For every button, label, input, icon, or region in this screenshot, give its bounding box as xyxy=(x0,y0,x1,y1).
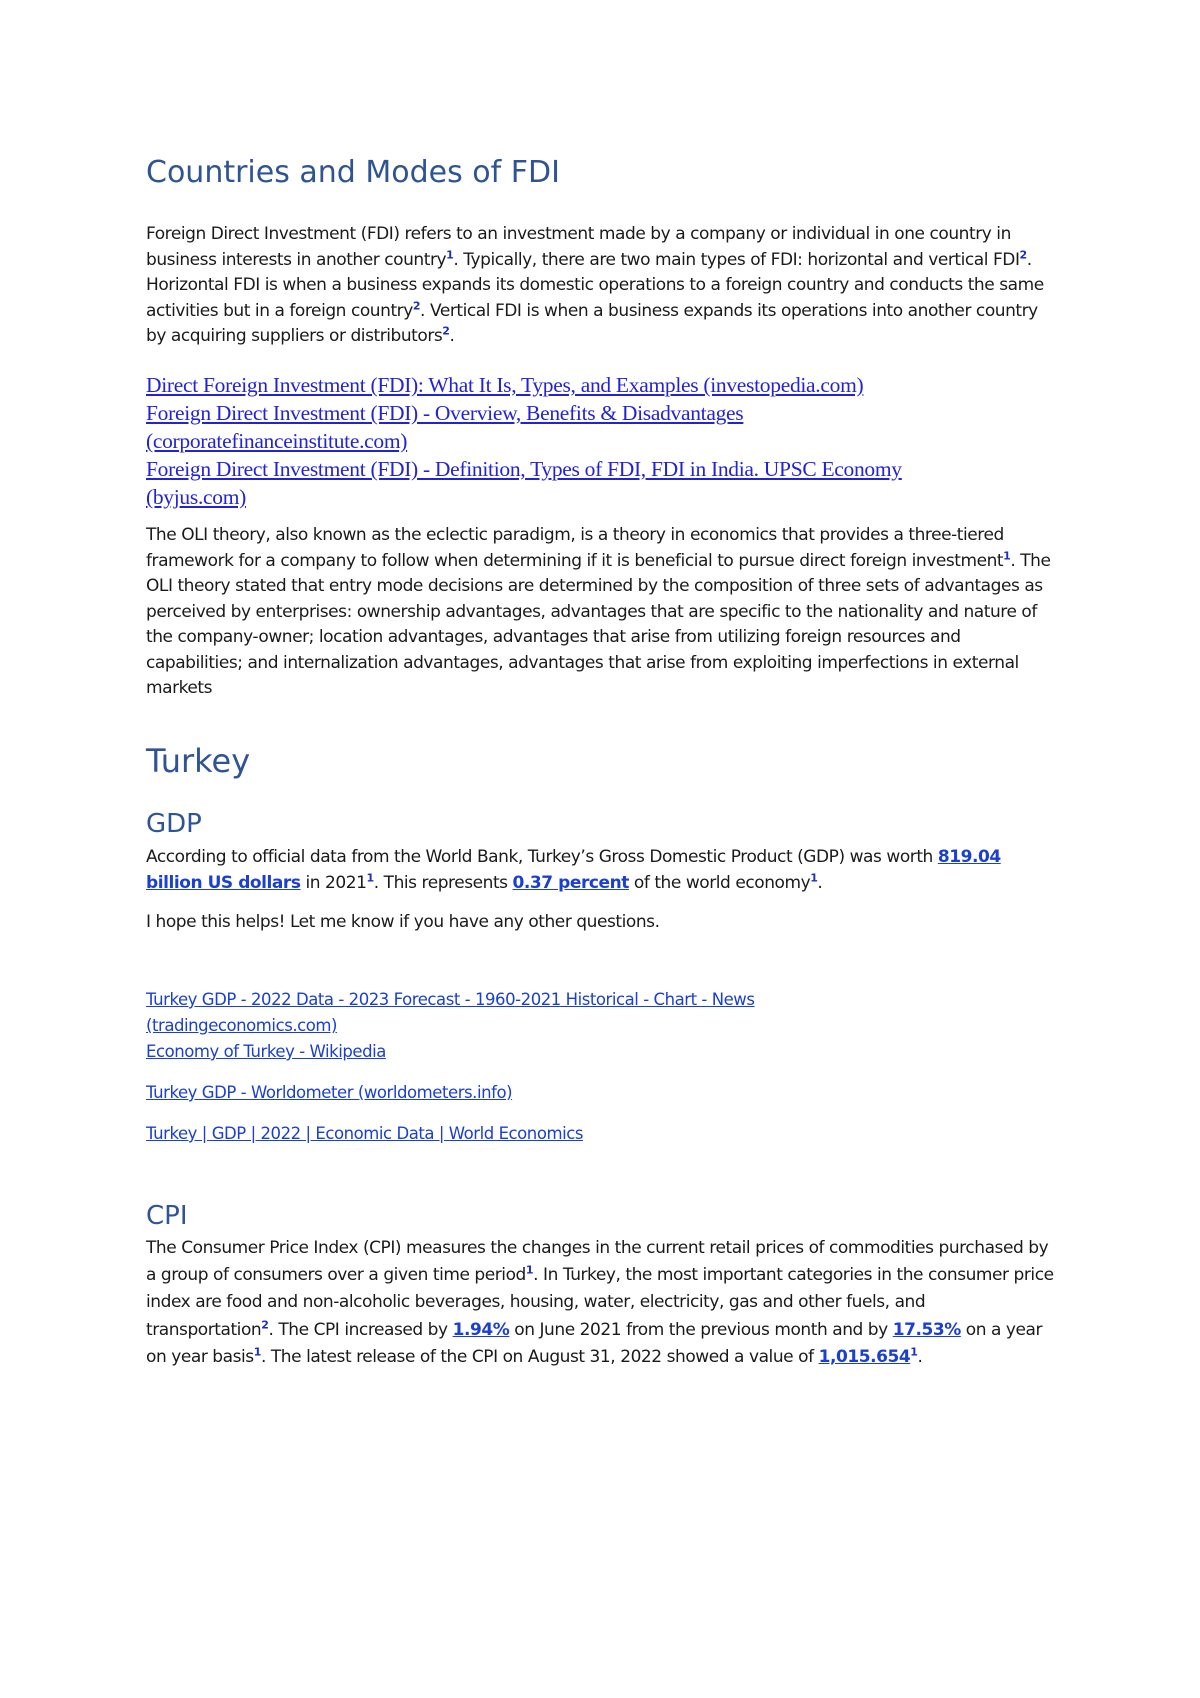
footnote-ref[interactable]: 1 xyxy=(253,1345,261,1359)
source-link-worldeconomics[interactable]: Turkey | GDP | 2022 | Economic Data | World Economics xyxy=(146,1124,583,1143)
footnote-ref[interactable]: 1 xyxy=(366,871,374,885)
oli-text-1: The OLI theory, also known as the eclectic paradigm, is a theory in economics that provides a three-tiered framework for a company to follow when determining if it is beneficial to pursue direct foreign investment xyxy=(146,525,1004,571)
source-link-tradingeconomics[interactable]: Turkey GDP - 2022 Data - 2023 Forecast - 1960-2021 Historical - Chart - News (tradingeconomics.com) xyxy=(146,990,755,1035)
fdi-intro-paragraph xyxy=(146,222,1056,350)
footnote-ref[interactable]: 1 xyxy=(525,1263,534,1277)
cpi-text-3: . The CPI increased by xyxy=(268,1319,453,1340)
intro-text-1: Foreign Direct Investment (FDI) refers to an investment made by a company or individual in one country in business interests in another country xyxy=(146,224,1011,270)
cpi-monthly-link[interactable]: 1.94% xyxy=(452,1319,510,1340)
cpi-text-5: on a year on year basis xyxy=(146,1319,1043,1367)
source-link-worldometer[interactable]: Turkey GDP - Worldometer (worldometers.info) xyxy=(146,1083,513,1102)
cpi-text-1: The Consumer Price Index (CPI) measures the changes in the current retail prices of commodities purchased by a group of consumers over a given time period xyxy=(146,1238,1049,1286)
source-link-byjus[interactable]: Foreign Direct Investment (FDI) - Definition, Types of FDI, FDI in India. UPSC Economy (byjus.com) xyxy=(146,457,902,509)
section-title-cpi: CPI xyxy=(146,1201,188,1231)
cpi-paragraph xyxy=(146,1235,1056,1371)
footnote-ref[interactable]: 1 xyxy=(810,871,818,885)
footnote-ref[interactable]: 2 xyxy=(412,298,421,312)
closing-remark: I hope this helps! Let me know if you have any other questions. xyxy=(146,912,660,932)
footnote-ref[interactable]: 2 xyxy=(1019,247,1027,261)
gdp-text-1: According to official data from the World Bank, Turkey’s Gross Domestic Product (GDP) was worth xyxy=(146,847,938,867)
cpi-text-6: . The latest release of the CPI on August 31, 2022 showed a value of xyxy=(260,1346,819,1367)
fdi-source-links xyxy=(146,371,976,511)
gdp-source-links xyxy=(146,987,806,1147)
gdp-text-3: . This represents xyxy=(373,873,513,893)
cpi-latest-link[interactable]: 1,015.654 xyxy=(818,1346,911,1367)
gdp-share-link[interactable]: 0.37 percent xyxy=(512,873,629,893)
gdp-text-5: . xyxy=(817,873,823,893)
footnote-ref[interactable]: 2 xyxy=(261,1317,269,1331)
section-title-turkey: Turkey xyxy=(146,742,251,780)
cpi-text-7: . xyxy=(917,1346,923,1367)
oli-text-2: . The OLI theory stated that entry mode decisions are determined by the composition of three sets of advantages as perceived by enterprises: ownership advantages, advantages that are specific to the nationality and nature of the company-owner; location advantages, advantages that arise from utilizing foreign resources and capabilities; and internalization advantages, advantages that arise from exploiting imperfections in external markets xyxy=(146,550,1051,698)
intro-text-4: . Vertical FDI is when a business expands its operations into another country by acquiring suppliers or distributors xyxy=(146,300,1038,346)
intro-text-5: . xyxy=(449,326,455,346)
cpi-yearly-link[interactable]: 17.53% xyxy=(892,1319,961,1340)
source-link-wikipedia[interactable]: Economy of Turkey - Wikipedia xyxy=(146,1042,386,1061)
gdp-paragraph xyxy=(146,844,1056,896)
footnote-ref[interactable]: 1 xyxy=(446,247,454,261)
section-title-gdp: GDP xyxy=(146,809,202,839)
intro-text-2: . Typically, there are two main types of FDI: horizontal and vertical FDI xyxy=(453,249,1020,270)
source-link-cfi[interactable]: Foreign Direct Investment (FDI) - Overview, Benefits & Disadvantages (corporatefinanceinstitute.com) xyxy=(146,401,744,453)
footnote-ref[interactable]: 1 xyxy=(910,1345,918,1359)
gdp-value-link[interactable]: 819.04 billion US dollars xyxy=(146,847,1001,893)
gdp-text-2: in 2021 xyxy=(300,873,367,893)
cpi-text-2: . In Turkey, the most important categories in the consumer price index are food and non-alcoholic beverages, housing, water, electricity, gas and other fuels, and transportation xyxy=(146,1265,1054,1340)
page-title: Countries and Modes of FDI xyxy=(146,155,560,190)
footnote-ref[interactable]: 2 xyxy=(442,324,450,338)
gdp-text-4: of the world economy xyxy=(628,873,811,893)
oli-theory-paragraph xyxy=(146,523,1056,702)
footnote-ref[interactable]: 1 xyxy=(1003,548,1011,562)
cpi-text-4: on June 2021 from the previous month and by xyxy=(509,1319,893,1340)
intro-text-3: . Horizontal FDI is when a business expands its domestic operations to a foreign country and conducts the same activities but in a foreign country xyxy=(146,249,1044,321)
source-link-investopedia[interactable]: Direct Foreign Investment (FDI): What It Is, Types, and Examples (investopedia.com) xyxy=(146,373,864,397)
